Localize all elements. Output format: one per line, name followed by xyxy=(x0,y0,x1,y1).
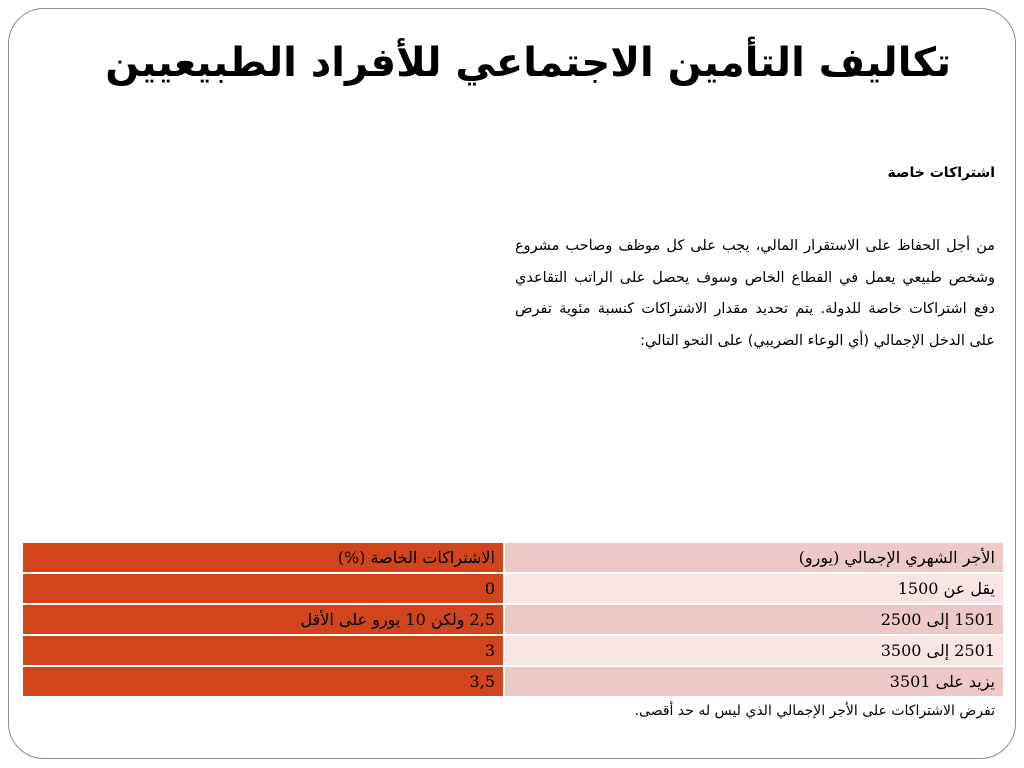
wage-cell: يزيد على 3501 xyxy=(504,666,1004,697)
page-title: تكاليف التأمين الاجتماعي للأفراد الطبيعيين xyxy=(105,40,951,86)
section-subtitle: اشتراكات خاصة xyxy=(887,165,995,181)
table-row xyxy=(22,604,1004,635)
contribution-cell: 3,5 xyxy=(22,666,504,697)
slide xyxy=(8,8,1016,759)
contribution-cell: 0 xyxy=(22,573,504,604)
body-paragraph: من أجل الحفاظ على الاستقرار المالي، يجب على كل موظف وصاحب مشروع وشخص طبيعي يعمل في القطاع الخاص وسوف يحصل على الراتب التقاعدي دفع اشتراكات خاصة للدولة. يتم تحديد مقدار الاشتراكات كنسبة مئوية تفرض على الدخل الإجمالي (أي الوعاء الضريبي) على النحو التالي: xyxy=(515,238,995,349)
table-row xyxy=(22,573,1004,604)
contribution-cell: 3 xyxy=(22,635,504,666)
table-row xyxy=(22,666,1004,697)
header-cell-contribution: الاشتراكات الخاصة (%) xyxy=(22,542,504,573)
footnote: تفرض الاشتراكات على الأجر الإجمالي الذي ليس له حد أقصى. xyxy=(634,703,995,719)
header-cell-wage: الأجر الشهري الإجمالي (يورو) xyxy=(504,542,1004,573)
table-header-row xyxy=(22,542,1004,573)
wage-cell: 2501 إلى 3500 xyxy=(504,635,1004,666)
contributions-table xyxy=(21,541,1005,698)
wage-cell: يقل عن 1500 xyxy=(504,573,1004,604)
table-row xyxy=(22,635,1004,666)
wage-cell: 1501 إلى 2500 xyxy=(504,604,1004,635)
contribution-cell: 2,5 ولكن 10 يورو على الأقل xyxy=(22,604,504,635)
